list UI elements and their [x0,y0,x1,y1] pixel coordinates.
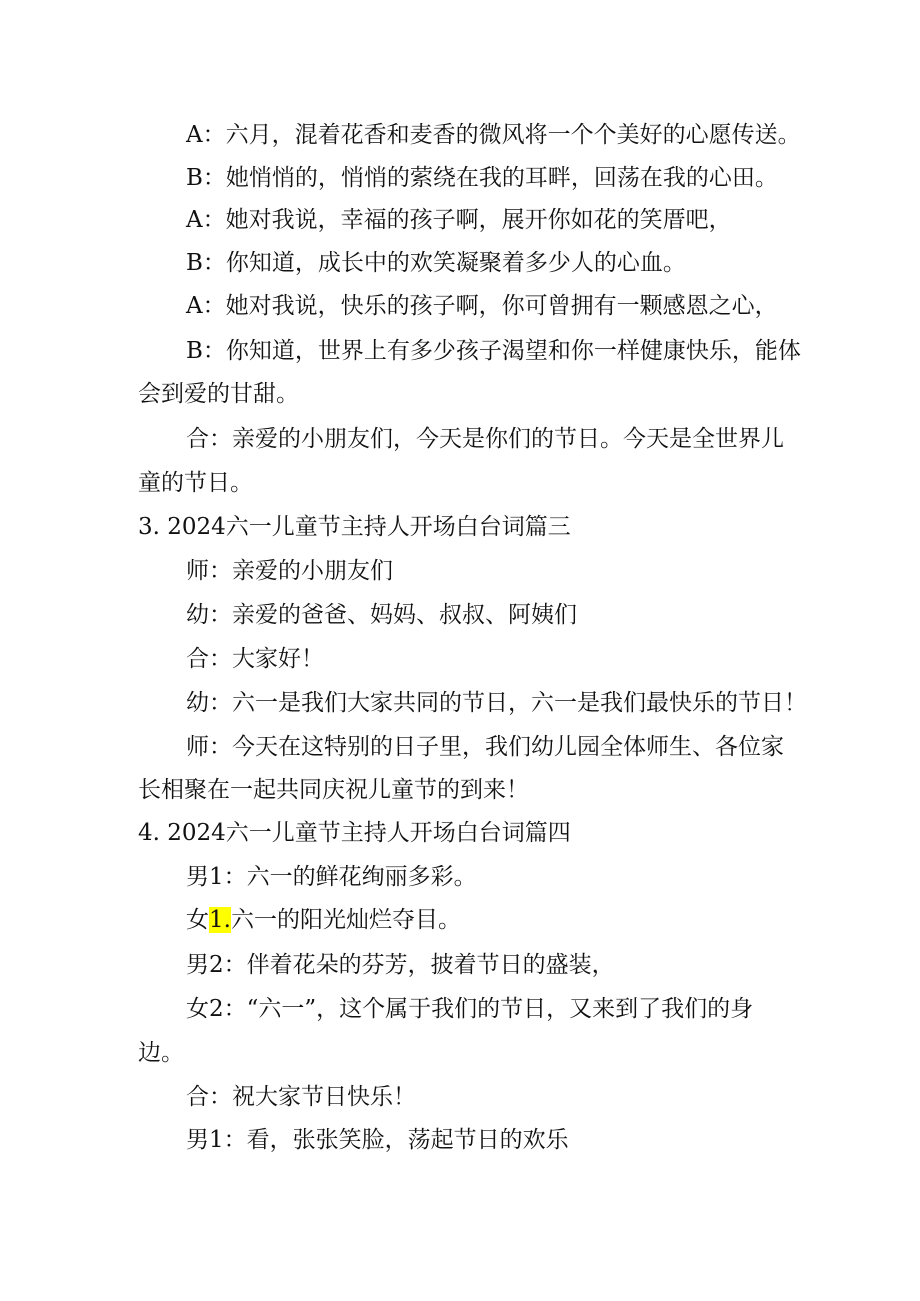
dialogue-line-continuation: 边。 [138,1040,184,1066]
dialogue-line-highlighted [0,905,920,935]
dialogue-line: 合：大家好！ [186,646,324,672]
dialogue-line: 幼：亲爱的爸爸、妈妈、叔叔、阿姨们 [186,602,577,628]
dialogue-line-continuation: 会到爱的甘甜。 [138,381,299,407]
dialogue-line: 合：祝大家节日快乐！ [186,1084,416,1110]
dialogue-line: 男2：伴着花朵的芬芳，披着节日的盛装， [186,952,615,978]
dialogue-line: A：六月，混着花香和麦香的微风将一个个美好的心愿传送。 [186,122,801,148]
section-heading: 4. 2024六一儿童节主持人开场白台词篇四 [138,820,571,846]
dialogue-line: A：她对我说，幸福的孩子啊，展开你如花的笑厝吧， [186,207,732,233]
section-heading: 3. 2024六一儿童节主持人开场白台词篇三 [138,514,571,540]
dialogue-line-continuation: 长相聚在一起共同庆祝儿童节的到来！ [138,777,529,803]
dialogue-line: A：她对我说，快乐的孩子啊，你可曾拥有一颗感恩之心， [186,293,778,319]
highlighted-text: 1. [209,907,231,933]
dialogue-line: B：你知道，成长中的欢笑凝聚着多少人的心血。 [186,250,686,276]
dialogue-line: 男1：六一的鲜花绚丽多彩。 [186,864,477,890]
dialogue-line: 幼：六一是我们大家共同的节日，六一是我们最快乐的节日！ [186,690,807,716]
dialogue-line: B：她悄悄的，悄悄的萦绕在我的耳畔，回荡在我的心田。 [186,165,778,191]
dialogue-line: 师：亲爱的小朋友们 [186,558,393,584]
dialogue-line: 女2：“六一”，这个属于我们的节日，又来到了我们的身 [186,996,754,1022]
dialogue-text: 六一的阳光灿烂夺目。 [230,907,461,933]
dialogue-line: B：你知道，世界上有多少孩子渴望和你一样健康快乐，能体 [186,338,801,364]
dialogue-line-continuation: 童的节日。 [138,470,253,496]
dialogue-line: 师：今天在这特别的日子里，我们幼儿园全体师生、各位家 [186,734,784,760]
dialogue-line: 男1：看，张张笑脸，荡起节日的欢乐 [186,1127,569,1153]
dialogue-line: 合：亲爱的小朋友们，今天是你们的节日。今天是全世界儿 [186,426,784,452]
speaker-label: 女 [186,907,209,933]
